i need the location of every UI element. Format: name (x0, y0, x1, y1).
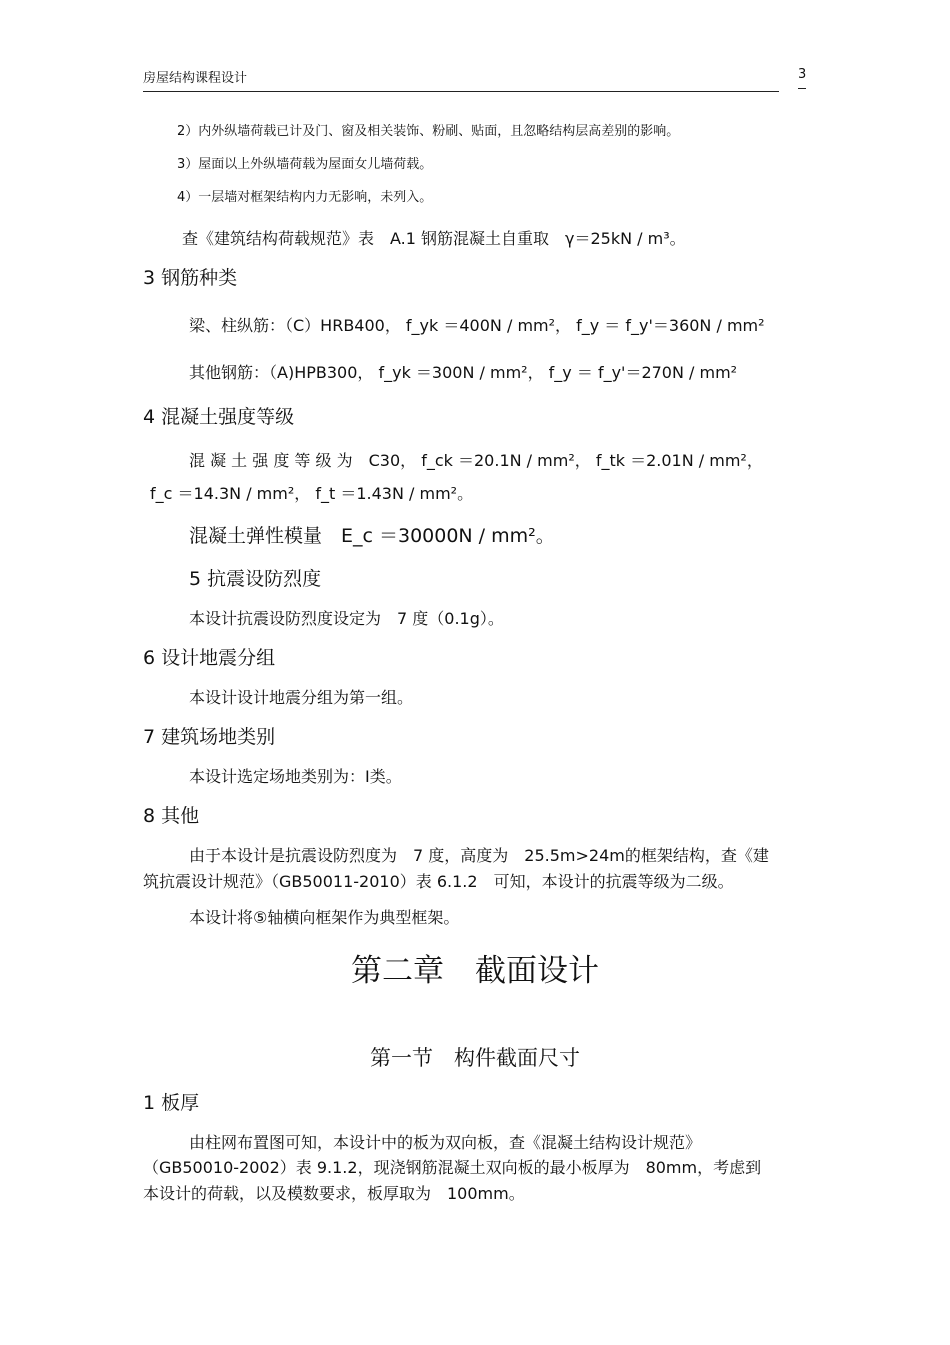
heading-seismic-group: 6 设计地震分组 (143, 647, 276, 669)
heading-seismic-intensity: 5 抗震设防烈度 (189, 568, 322, 590)
other-rebar-spec: 其他钢筋：（A)HPB300， f_yk ＝300N / mm²， f_y ＝ f_y'＝270N / mm² (189, 363, 738, 382)
header-rule (143, 91, 779, 92)
note-2: 2）内外纵墙荷载已计及门、窗及相关装饰、粉刷、贴面，且忽略结构层高差别的影响。 (177, 124, 680, 139)
slab-line3: 本设计的荷载，以及模数要求，板厚取为 100mm。 (143, 1184, 525, 1203)
heading-slab-thickness: 1 板厚 (143, 1092, 200, 1114)
heading-other: 8 其他 (143, 805, 200, 827)
seismic-group-text: 本设计设计地震分组为第一组。 (189, 688, 414, 707)
page-number-underline (798, 88, 806, 89)
header-title: 房屋结构课程设计 (143, 71, 248, 86)
note-4: 4）一层墙对框架结构内力无影响，未列入。 (177, 190, 433, 205)
section-title: 第一节 构件截面尺寸 (370, 1046, 580, 1070)
page-number: 3 (798, 67, 807, 82)
other-line3: 本设计将⑤轴横向框架作为典型框架。 (189, 908, 460, 927)
beam-rebar-spec: 梁、柱纵筋：（C）HRB400， f_yk ＝400N / mm²， f_y ＝ f_y'＝360N / mm² (189, 316, 765, 335)
seismic-intensity-text: 本设计抗震设防烈度设定为 7 度（0.1g）。 (189, 609, 504, 628)
heading-site-class: 7 建筑场地类别 (143, 726, 276, 748)
other-line2: 筑抗震设计规范》（GB50011-2010）表 6.1.2 可知，本设计的抗震等级为二级。 (143, 872, 734, 891)
site-class-text: 本设计选定场地类别为：Ⅰ类。 (189, 767, 402, 786)
concrete-grade-line1: 混 凝 土 强 度 等 级 为 C30， f_ck ＝20.1N / mm²， f_tk ＝2.01N / mm²， (189, 451, 763, 470)
heading-rebar-type: 3 钢筋种类 (143, 267, 238, 289)
note-3: 3）屋面以上外纵墙荷载为屋面女儿墙荷载。 (177, 157, 433, 172)
slab-line2: （GB50010-2002）表 9.1.2，现浇钢筋混凝土双向板的最小板厚为 80mm，考虑到 (143, 1158, 762, 1177)
other-line1: 由于本设计是抗震设防烈度为 7 度，高度为 25.5m>24m的框架结构，查《建 (189, 846, 769, 865)
concrete-grade-line2: f_c ＝14.3N / mm²， f_t ＝1.43N / mm²。 (150, 484, 474, 503)
slab-line1: 由柱网布置图可知，本设计中的板为双向板，查《混凝土结构设计规范》 (189, 1133, 702, 1152)
chapter-title: 第二章 截面设计 (351, 953, 599, 989)
density-line: 查《建筑结构荷载规范》表 A.1 钢筋混凝土自重取 γ＝25kN / m³。 (182, 229, 686, 248)
heading-concrete-grade: 4 混凝土强度等级 (143, 406, 295, 428)
elastic-modulus-line: 混凝土弹性模量 E_c ＝30000N / mm²。 (189, 525, 555, 547)
